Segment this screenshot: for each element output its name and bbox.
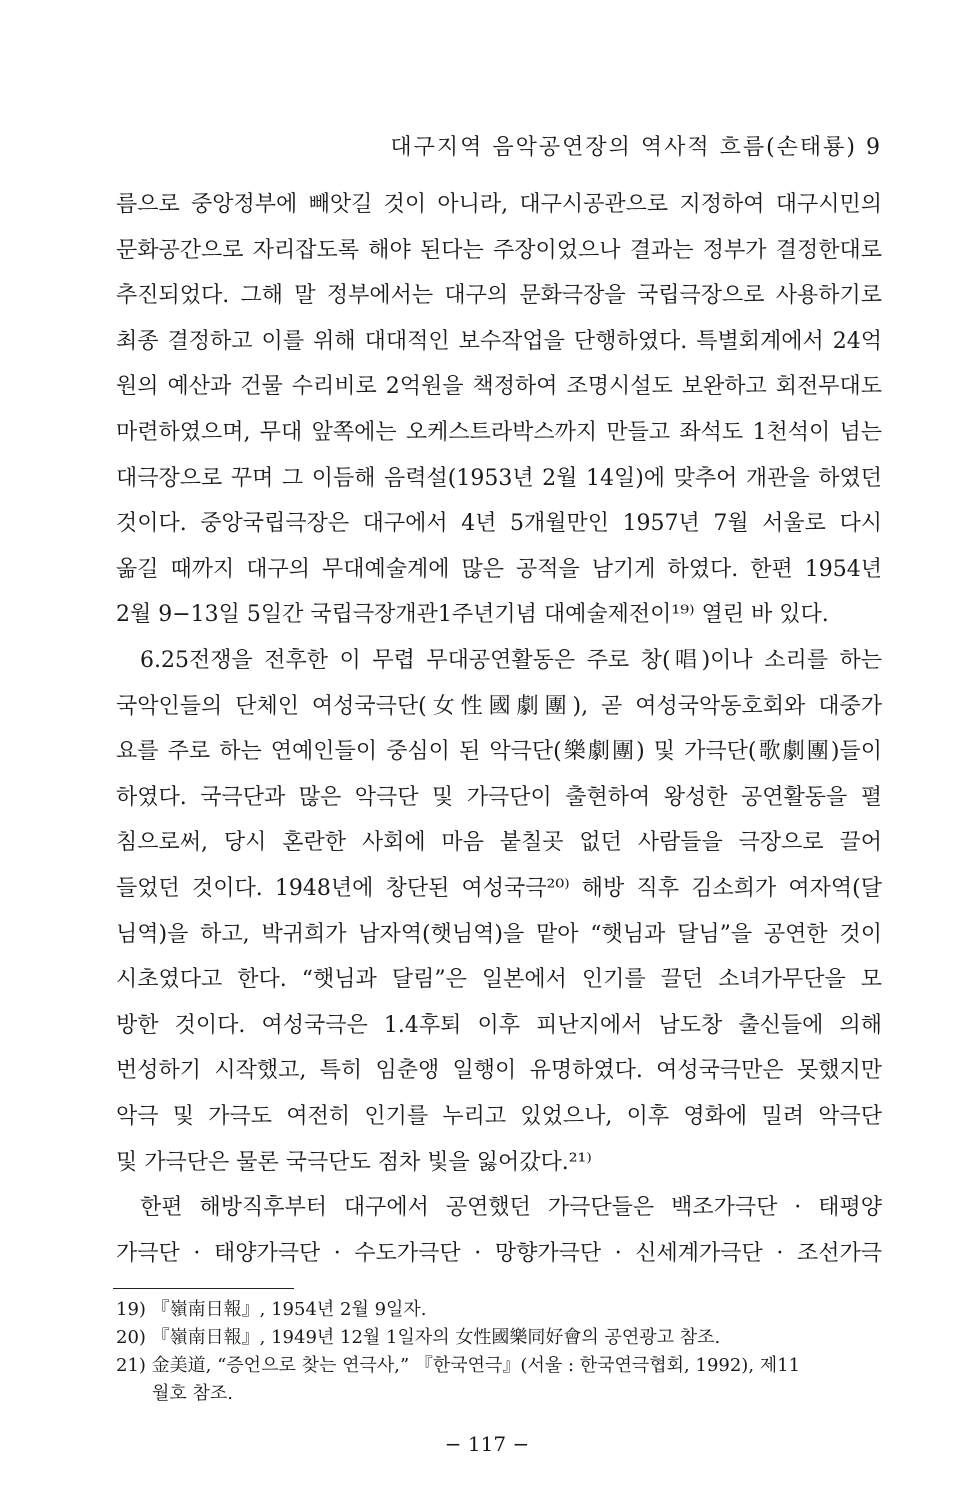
body-line: 최종 결정하고 이를 위해 대대적인 보수작업을 단행하였다. 특별회계에서 24억 — [116, 329, 882, 354]
body-line: 님역)을 하고, 박귀희가 남자역(햇님역)을 맡아 “햇님과 달님”을 공연한 것이 — [116, 922, 882, 947]
body-line: 문화공간으로 자리잡도록 해야 된다는 주장이었으나 결과는 정부가 결정한대로 — [116, 238, 882, 263]
body-line: 추진되었다. 그해 말 정부에서는 대구의 문화극장을 국립극장으로 사용하기로 — [116, 283, 882, 308]
footnote-21-continuation: 월호 참조. — [152, 1383, 233, 1404]
body-line: 요를 주로 하는 연예인들이 중심이 된 악극단(樂劇團) 및 가극단(歌劇團)들이 — [116, 739, 882, 764]
footnote-20: 20) 『嶺南日報』, 1949년 12월 1일자의 女性國樂同好會의 공연광고 참조. — [116, 1327, 721, 1348]
body-line: 2월 9−13일 5일간 국립극장개관1주년기념 대예술제전이¹⁹⁾ 열린 바 있다. — [116, 602, 829, 627]
body-line: 마련하였으며, 무대 앞쪽에는 오케스트라박스까지 만들고 좌석도 1천석이 넘는 — [116, 420, 882, 445]
body-line: 6.25전쟁을 전후한 이 무렵 무대공연활동은 주로 창(唱)이나 소리를 하는 — [140, 648, 882, 673]
running-header: 대구지역 음악공연장의 역사적 흐름(손태룡) 9 — [390, 135, 882, 160]
body-line: 방한 것이다. 여성국극은 1.4후퇴 이후 피난지에서 남도창 출신들에 의해 — [116, 1013, 882, 1038]
body-line: 름으로 중앙정부에 빼앗길 것이 아니라, 대구시공관으로 지정하여 대구시민의 — [116, 192, 882, 217]
body-line: 들었던 것이다. 1948년에 창단된 여성국극²⁰⁾ 해방 직후 김소희가 여자역(달 — [116, 876, 882, 901]
body-line: 침으로써, 당시 혼란한 사회에 마음 붙칠곳 없던 사람들을 극장으로 끌어 — [116, 830, 882, 855]
footnote-21: 21) 金美道, “증언으로 찾는 연극사,” 『한국연극』(서울 : 한국연극협회, 1992), 제11 — [116, 1355, 801, 1376]
body-line: 시초였다고 한다. “햇님과 달림”은 일본에서 인기를 끌던 소녀가무단을 모 — [116, 967, 882, 992]
body-line: 국악인들의 단체인 여성국극단(女性國劇團), 곧 여성국악동호회와 대중가 — [116, 694, 882, 719]
body-line: 것이다. 중앙국립극장은 대구에서 4년 5개월만인 1957년 7월 서울로 다시 — [116, 511, 882, 536]
body-line: 원의 예산과 건물 수리비로 2억원을 책정하여 조명시설도 보완하고 회전무대도 — [116, 374, 882, 399]
body-line: 옮길 때까지 대구의 무대예술계에 많은 공적을 남기게 하였다. 한편 1954년 — [116, 557, 882, 582]
footnote-19: 19) 『嶺南日報』, 1954년 2월 9일자. — [116, 1299, 427, 1320]
page-number: − 117 − — [444, 1432, 530, 1456]
body-line: 및 가극단은 물론 국극단도 점차 빛을 잃어갔다.²¹⁾ — [116, 1150, 592, 1175]
body-line: 번성하기 시작했고, 특히 임춘앵 일행이 유명하였다. 여성국극만은 못했지만 — [116, 1058, 882, 1083]
body-line: 가극단 · 태양가극단 · 수도가극단 · 망향가극단 · 신세계가극단 · 조선가극 — [116, 1241, 882, 1266]
footnote-rule — [113, 1288, 294, 1289]
body-line: 악극 및 가극도 여전히 인기를 누리고 있었으나, 이후 영화에 밀려 악극단 — [116, 1104, 882, 1129]
body-line: 한편 해방직후부터 대구에서 공연했던 가극단들은 백조가극단 · 태평양 — [140, 1195, 882, 1220]
body-line: 대극장으로 꾸며 그 이듬해 음력설(1953년 2월 14일)에 맞추어 개관을 하였던 — [116, 466, 882, 491]
body-line: 하였다. 국극단과 많은 악극단 및 가극단이 출현하여 왕성한 공연활동을 펼 — [116, 785, 882, 810]
